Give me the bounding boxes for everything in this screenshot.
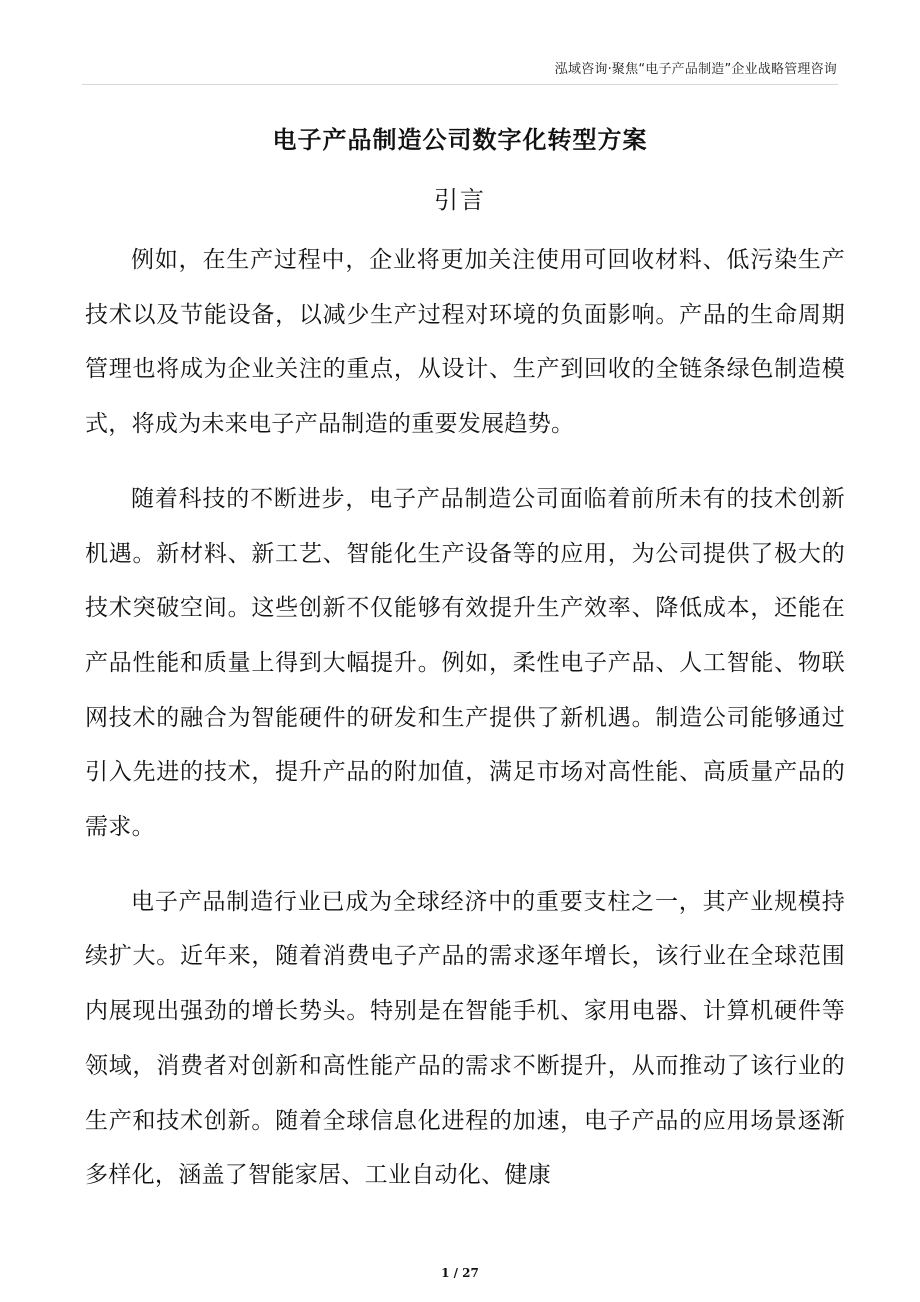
paragraph-2: 随着科技的不断进步，电子产品制造公司面临着前所未有的技术创新机遇。新材料、新工艺、智能化生产设备等的应用，为公司提供了极大的技术突破空间。这些创新不仅能够有效提升生产效率、降低成本，还能在产品性能和质量上得到大幅提升。例如，柔性电子产品、人工智能、物联网技术的融合为智能硬件的研发和生产提供了新机遇。制造公司能够通过引入先进的技术，提升产品的附加值，满足市场对高性能、高质量产品的需求。 <box>85 485 845 841</box>
page-header: 泓域咨询·聚焦“电子产品制造”企业战略管理咨询 <box>554 62 837 77</box>
document-body <box>85 233 845 1223</box>
paragraph-3: 电子产品制造行业已成为全球经济中的重要支柱之一，其产业规模持续扩大。近年来，随着消费电子产品的需求逐年增长，该行业在全球范围内展现出强劲的增长势头。特别是在智能手机、家用电器、计算机硬件等领域，消费者对创新和高性能产品的需求不断提升，从而推动了该行业的生产和技术创新。随着全球信息化进程的加速，电子产品的应用场景逐渐多样化，涵盖了智能家居、工业自动化、健康 <box>85 888 845 1189</box>
paragraph-1: 例如，在生产过程中，企业将更加关注使用可回收材料、低污染生产技术以及节能设备，以减少生产过程对环境的负面影响。产品的生命周期管理也将成为企业关注的重点，从设计、生产到回收的全链条绿色制造模式，将成为未来电子产品制造的重要发展趋势。 <box>85 247 845 438</box>
header-divider <box>82 84 838 85</box>
document-title: 电子产品制造公司数字化转型方案 <box>272 126 648 154</box>
section-heading: 引言 <box>434 186 486 214</box>
page-number: 1 / 27 <box>441 1266 479 1280</box>
